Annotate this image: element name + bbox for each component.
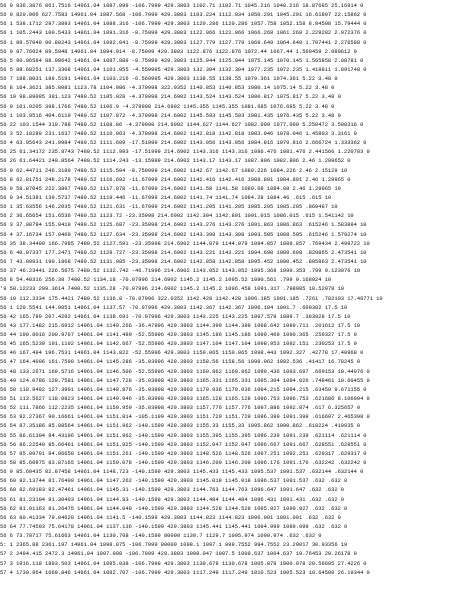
data-row: 56 63 80.41334 79.04628 14961.04 1141.5 -140.1599 429.3803 1144.823 1144.823 1096.001 1091.001 .632 .632 0 <box>0 514 341 521</box>
data-row: 56 42 165.789 207.4292 14961.04 1138.691 -70.07996 429.3803 1143.225 1143.225 1097.578 1089.7 .383928 17.5 10 <box>0 313 351 320</box>
data-row: 56 3 52.18289 231.1637 7480.52 1110.063 -4.379998 214.6902 1142.818 1142.818 1083.046 1078.046 1.45803 3.3161 0 <box>0 130 357 137</box>
data-row: 56 0 87.76024 89.5948 14961.04 1094.914 -8.75999 429.3803 1122.876 1122.876 1072.44 1067.44 1.560459 2.080612 0 <box>0 48 357 55</box>
data-row: 56 19 98.89095 391.123 7480.52 1105.928 -4.379998 214.6902 1143.524 1143.524 1080.817 1075.817 5.22 3.48 0 <box>0 94 341 101</box>
data-row: 56 58 85.60975 83.87165 14961.04 1150.078 -140.1599 429.3803 1146.209 1146.209 1096.176 1091.176 .632242 .632242 0 <box>0 460 367 467</box>
data-row: 56 0 101.0205 398.1766 7480.52 1106.9 -4.379998 214.6902 1145.355 1145.355 1081.685 1076.685 5.22 3.48 0 <box>0 103 335 110</box>
data-row: 56 7 188.8031 189.5191 14961.04 1103.216 -6.569995 429.3803 1138.55 1138.55 1079.361 1074.361 5.22 3.48 0 <box>0 76 338 83</box>
data-row: 56 51 113.5627 118.0823 14961.04 1149.946 -35.03998 429.3803 1165.128 1165.128 1096.753 1096.753 .621686 8.106994 0 <box>0 396 370 403</box>
data-row: 56 0 62.44711 246.3189 7480.52 1115.504 -8.759999 214.6902 1142.67 1142.67 1089.226 1084.226 2.46 2.15129 10 <box>0 167 348 174</box>
data-row: 56 4 37.16734 157.0469 7480.52 1127.634 -23.35998 214.6902 1143.398 1143.398 1093.505 1088.505 .615246 1.579274 10 <box>0 231 367 238</box>
data-row: 56 5 90.06584 88.98642 14961.04 1097.889 -8.75999 429.3803 1125.944 1125.944 1075.145 1070.145 1.565858 2.08781 0 <box>0 57 364 64</box>
data-row: 56 6 40.07337 177.2471 7480.52 1129.727 -23.35998 214.6902 1143.221 1143.221 1094.698 1089.698 .820865 2.473541 10 <box>0 249 367 256</box>
data-row: 56 9 58.87045 222.3897 7480.52 1117.878 -11.67999 214.6902 1141.58 1141.58 1089.08 1084.08 2.46 1.29965 10 <box>0 185 341 192</box>
data-row: 56 60 82.13744 81.76409 14961.04 1147.262 -140.1599 429.3803 1145.018 1145.018 1096.537 1091.537 .632 .632 0 <box>0 478 348 485</box>
data-row: 57 2 2494.415 2472.3 14961.04 1097.098 -106.7999 429.3803 1098.047 1097.5 1009.637 1004.637 19.76453 29.26178 0 <box>0 551 357 558</box>
data-row: 56 56 86.22549 85.66461 14961.04 1151.925 -140.1599 429.3803 1152.047 1152.047 1096.667 1091.667 .628551 .628551 0 <box>0 441 367 448</box>
data-row: 56 60 82.69183 82.47461 14961.04 1145.31 -140.1599 429.3803 1144.763 1144.763 1096.647 1091.647 .632 .632 0 <box>0 487 344 494</box>
data-row: 56 3 37.08794 155.8419 7480.52 1125.687 -23.35998 214.6902 1143.276 1143.276 1091.863 1086.863 .615246 1.583894 10 <box>0 222 367 229</box>
data-row: 56 8 54.40316 256.38 7480.52 1134.18 -70.07996 214.6902 1145.2 1145.2 1095.52 1090.561 .799 9.168024 10 <box>0 277 332 284</box>
data-row: 56 5 88.68251 137.3308 14961.04 1101.055 -4.559995 429.3803 132.304 1132.304 1077.235 1072.235 1.418811 1.891748 0 <box>0 66 367 73</box>
data-row: 56 55 86.61304 84.43196 14961.04 1151.962 -140.1599 429.3803 1155.395 1155.395 1096.239 1091.239 .621114 .621114 0 <box>0 432 367 439</box>
data-row: 56 57 85.09791 84.06658 14961.04 1151.261 -140.1599 429.3803 1148.526 1148.526 1097.251 1092.251 .629317 .629317 0 <box>0 450 367 457</box>
data-row: 5: 1 2365.88 2361.197 14961.04 1098.075 -106.7999 80000 1098.1 1097.1 999.7552 994.7552 23.20017 30.93356 19 <box>0 542 348 549</box>
data-row: 56 7 43.09931 190.1868 7480.52 1131.085 -23.35998 214.6902 1142.858 1142.858 1095.452 1090.452 .805863 2.473541 10 <box>0 258 367 265</box>
data-row: 56 2 36.65654 151.6536 7480.52 1123.72 -23.35998 214.6902 1142.304 1142.891 1091.015 1086.015 .615 1.541142 10 <box>0 213 354 220</box>
data-row: 56 6 73.78717 75.61663 14961.04 1130.708 -140.1599 80000 1130.7 1129.7 1095.974 1090.974 .632 .632 0 <box>0 533 322 540</box>
data-row: 56 49 124.0786 128.7581 14961.04 1147.728 -35.03998 429.3803 1165.331 1165.331 1095.304 1094.026 .748461 10.60455 0 <box>0 377 370 384</box>
data-row: 57 4 1730.964 1669.846 14961.04 1092.707 -106.7999 429.3803 1117.249 1117.249 1010.523 1005.523 19.64508 26.19344 0 <box>0 569 370 576</box>
data-row: 56 45 165.5239 191.1102 14961.04 1142.667 -52.55996 429.3803 1147.104 1147.104 1098.953 1092.151 .230253 17.5 0 <box>0 341 357 348</box>
data-row: 56 47 164.4096 161.7598 14961.04 1145.286 -35.03996 429.3803 1158.56 1158.56 1099.062 1092.536 .41417 16.78245 0 <box>0 359 361 366</box>
data-row: 56 0 936.3876 861.7516 14961.04 1087.099 -106.7999 429.3803 1102.71 1102.71 1045.216 1040.216 18.87685 25.16914 0 <box>0 3 364 9</box>
data-row: 56 1 538.1712 297.3893 14961.04 1088.316 -106.7999 429.3803 1120.286 1120.286 1057.758 1052.158 8.84598 15.79444 0 <box>0 21 367 28</box>
data-row: 56 1 89.57048 90.80243 14961.04 1092.041 -8.75999 429.3803 1127.779 1127.779 1069.649 1064.649 1.707441 2.276588 0 <box>0 39 367 46</box>
data-row: 56 53 92.27367 90.16661 14961.04 1151.814 -105.1199 429.3803 1151.729 1151.729 1096.399 1091.399 .616697 2.465398 0 <box>0 414 370 421</box>
data-row: 56 52 111.7866 112.2235 14961.04 1150.959 -35.03998 429.3803 1157.776 1157.776 1097.886 1092.874 .617 6.325657 0 <box>0 405 361 412</box>
data-row: 56 25 61.34172 235.8743 7480.52 1112.993 -17.51999 214.6902 1143.316 1143.316 1086.476 1081.476 2.441566 1.220783 0 <box>0 149 370 156</box>
data-row: 56 1 105.2443 100.5433 14961.04 1091.316 -8.75999 429.3803 1122.066 1122.066 1066.268 1061.268 2.229282 2.972376 0 <box>0 30 367 37</box>
data-row: 56 50 118.9492 127.3901 14961.04 1148.876 -35.03998 429.3803 1170.036 1170.036 1094.215 1094.215 .63459 9.671155 0 <box>0 386 367 393</box>
data-row: 56 35 38.34409 166.7985 7480.52 1127.591 -23.35998 214.6902 1144.079 1144.079 1094.857 1089.857 .769434 2.499722 10 <box>0 240 370 247</box>
data-row: 56 1 103.9516 404.6119 7480.52 1107.872 -4.379998 214.6902 1145.593 1145.593 1081.435 1076.435 5.22 3.48 0 <box>0 112 341 119</box>
data-row: 56 8 62.81751 248.2178 7480.52 1116.692 -11.67999 214.6902 1142.416 1142.416 1089.891 1084.891 2.46 1.29965 0 <box>0 176 351 183</box>
data-row: 56 8 164.3621 385.8081 1123.78 1104.986 -4.379998 322.0352 1140.853 1140.853 1080.14 1075.14 5.22 3.48 0 <box>0 85 335 92</box>
data-row: 56 37 46.23441 226.5675 7480.52 1132.742 -46.71996 214.6902 1143.052 1143.052 1095.368 1090.353 .799 9.123076 10 <box>0 268 361 275</box>
data-row: '9 58.12233 299.3614 7480.52 1135.28 -70.07996 214.6902 1145.2 1145.2 1096.458 1091.317 .798985 10.52978 10 <box>0 286 344 293</box>
data-row: 56 0 34.51381 139.5737 7480.52 1119.446 -11.67999 214.6902 1141.74 1141.74 1084.28 1084.46 .615 .615 10 <box>0 194 332 201</box>
data-row: 56 44 190.8016 200.9707 14961.04 1141.489 -52.55996 429.3803 1145.186 1145.186 1099.469 1090.365 .259327 17.5 0 <box>0 332 357 339</box>
data-row: 56 4 63.05643 241.9984 7480.52 1111.609 -17.51999 214.6902 1143.056 1143.056 1084.816 1079.816 2.666724 1.333362 0 <box>0 140 367 147</box>
data-row: 56 22 103.1544 310.788 7480.52 1108.86 -4.379998 214.6902 1144.627 1144.627 1082.009 1077.009 5.250472 3.500316 0 <box>0 121 364 128</box>
data-row: 56 64 77.74593 75.64178 14961.04 1137.136 -140.1599 429.3803 1145.441 1145.441 1094.999 1089.999 .632 .632 0 <box>0 524 348 531</box>
data-row: 56 54 87.35186 85.88564 14961.04 1151.962 -140.1599 429.3803 1155.33 1155.33 1095.862 1090.862 .618224 .410935 0 <box>0 423 361 430</box>
data-row: 56 48 133.2671 169.5716 14961.04 1146.506 -52.55996 429.3803 1160.862 1160.862 1099.436 1093.697 .669153 10.44976 0 <box>0 368 370 375</box>
data-row: 56 43 177.1482 215.6912 14961.04 1140.266 -36.47996 429.3803 1144.399 1144.399 1098.642 1089.711 .201612 17.5 10 <box>0 322 361 329</box>
data-row: 56 0 820.906 627.7583 14961.04 1087.568 -106.7999 429.3803 1103.224 1112.034 1050.291 1045.291 16.61897 22.15862 0 <box>0 12 367 19</box>
data-row: 56 10 112.3334 175.4421 7480.52 1136.8 -70.07996 322.0352 1142.428 1142.428 1096.185 1091.185 .7261 .782103 17.48771 10 <box>0 295 383 302</box>
data-row: 56 46 167.494 196.7531 14961.04 1143.822 -52.55996 429.3803 1150.065 1150.065 1098.443 1092.327 .42778 17.40968 0 <box>0 350 364 357</box>
data-row: 56 62 81.91163 81.26475 14961.04 1144.049 -140.1599 429.3803 1144.528 1144.528 1095.927 1090.927 .632 .632 0 <box>0 505 348 512</box>
data-row: 56 26 61.64421 240.8564 7480.52 1114.243 -13.15999 214.6902 1143.17 1143.17 1087.806 1082.806 2.46 1.299652 0 <box>0 158 351 165</box>
data-row: 56 61 81.23104 81.30403 14961.04 1144.83 -140.1599 429.3803 1144.484 1144.484 1096.431 1091.431 .632 .632 0 <box>0 496 344 503</box>
data-row: 57 3 1916.118 1893.503 14961.04 1095.038 -106.7999 429.3803 1130.678 1130.678 1005.078 1000.078 20.56695 27.4226 0 <box>0 560 367 567</box>
data-row: 56 1 35.63556 146.2035 7480.52 1121.631 -11.67999 214.6902 1141.205 1141.205 1085.205 1085.205 .869487 10 <box>0 204 338 211</box>
data-row: 56 1 120.5541 144.9051 14961.04 1137.57 -70.07996 429.3803 1142.367 1142.367 1096.104 1091.7 .600302 17.5 10 <box>0 304 348 311</box>
data-row: 56 9 85.60435 82.87458 14961.04 1148.723 -140.1599 429.3803 1145.433 1145.433 1095.537 1091.537 .632144 .632144 0 <box>0 469 364 476</box>
